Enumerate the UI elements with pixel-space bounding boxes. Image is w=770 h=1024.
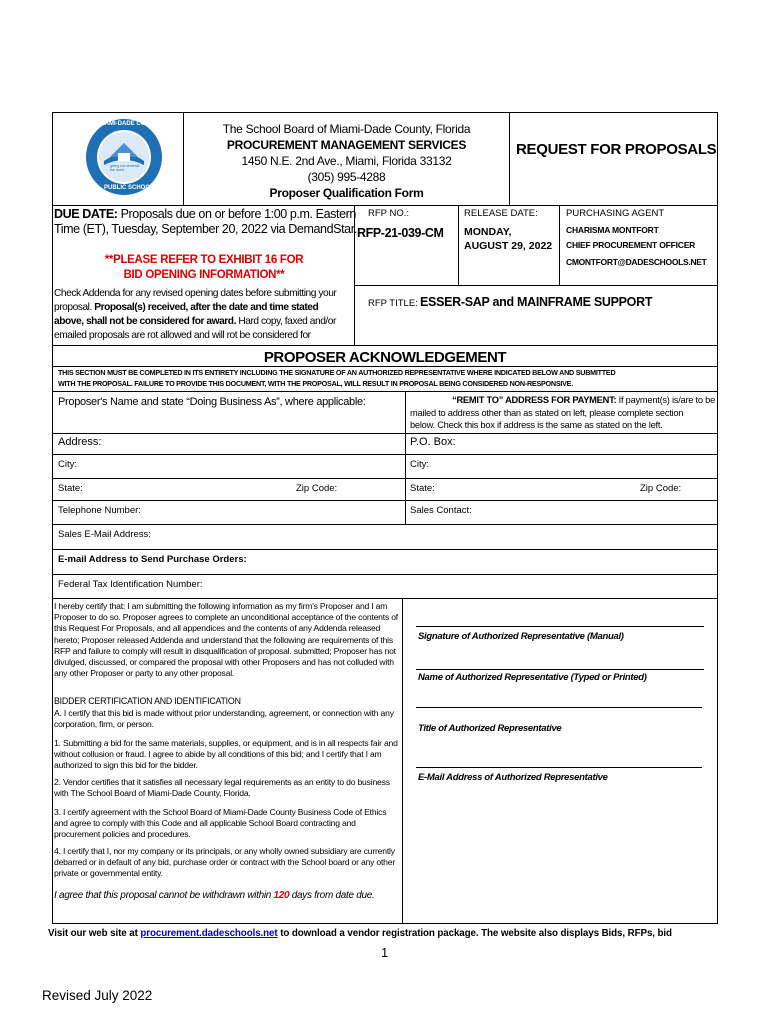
agent-name: CHARISMA MONTFORT <box>566 225 659 235</box>
addenda-line2a: proposal. <box>54 302 95 313</box>
revised-date: Revised July 2022 <box>42 988 153 1003</box>
address-input[interactable] <box>53 434 404 454</box>
agree-days: 120 <box>273 890 290 901</box>
rfp-no-label: RFP NO.: <box>368 208 409 219</box>
exhibit-notice <box>54 253 354 283</box>
release-date-value2: AUGUST 29, 2022 <box>464 240 553 252</box>
addenda-line3b: Hard copy, faxed and/or <box>235 316 336 327</box>
org-department: PROCUREMENT MANAGEMENT SERVICES <box>226 138 467 152</box>
signature-line-manual[interactable] <box>416 626 704 627</box>
divider <box>52 366 718 367</box>
addenda-line1: Check Addenda for any revised opening dates before submitting your <box>54 288 337 299</box>
visit-text-a: Visit our web site at <box>48 928 141 939</box>
divider <box>405 391 406 524</box>
due-date-line1 <box>54 208 356 221</box>
logo-text-top: MIAMI-DADE COUNTY <box>98 121 162 127</box>
signature-name-label: Name of Authorized Representative (Typed or Printed) <box>418 672 647 683</box>
zip-right-label: Zip Code: <box>640 483 682 494</box>
signature-line-name[interactable] <box>416 669 704 670</box>
rfp-title-value: ESSER-SAP and MAINFRAME SUPPORT <box>420 295 653 309</box>
agent-title: CHIEF PROCUREMENT OFFICER <box>566 240 696 250</box>
divider <box>52 478 718 479</box>
rfp-no-value: RFP-21-039-CM <box>357 226 444 240</box>
sales-email-label: Sales E-Mail Address: <box>58 529 151 540</box>
page-number: 1 <box>381 945 389 960</box>
org-address: 1450 N.E. 2nd Ave., Miami, Florida 33132 <box>241 154 452 168</box>
state-right-label: State: <box>410 483 435 494</box>
ack-notice-line1: THIS SECTION MUST BE COMPLETED IN ITS ENTIRETY INCLUDING THE SIGNATURE OF AN AUTHORIZED REPRESENTATIVE WHERE INDICATED BELOW AND SUBMITTED <box>58 368 616 377</box>
signature-title-label: Title of Authorized Representative <box>418 723 562 734</box>
cert-item-2: 2. Vendor certifies that it satisfies all necessary legal requirements as an entity to do business with The School Board of Miami-Dade County, Florida. <box>54 777 390 799</box>
divider <box>559 205 560 285</box>
divider <box>354 285 718 286</box>
cert-item-4: 4. I certify that I, nor my company or its principals, or any wholly owned subsidiary are currently debarred or in default of any bid, purchase order or contract with the School board or any other private or governmental entity. <box>54 846 395 879</box>
city-left-label: City: <box>58 459 77 470</box>
divider <box>402 598 403 924</box>
addenda-line3 <box>54 315 352 329</box>
divider <box>52 500 718 501</box>
divider <box>52 524 718 525</box>
header-block <box>184 121 509 201</box>
remit-line3: below. Check this box if address is the same as stated on the left. <box>410 420 663 430</box>
visit-text-b: to download a vendor registration package. The website also displays Bids, RFPs, bid <box>277 928 672 939</box>
due-date-label: DUE DATE: <box>54 207 118 221</box>
zip-left-label: Zip Code: <box>296 483 338 494</box>
cert-item-3: 3. I certify agreement with the School Board of Miami-Dade County Business Code of Ethics and agree to comply with this Code and all applicable School Board contracting and procurement policies and procedures. <box>54 807 387 840</box>
agree-text-a: I agree that this proposal cannot be withdrawn within <box>54 890 274 901</box>
divider <box>52 574 718 575</box>
org-name: The School Board of Miami-Dade County, Florida <box>222 122 471 136</box>
school-logo <box>84 117 164 197</box>
logo-tagline: giving our students the world <box>110 164 140 172</box>
signature-line-title[interactable] <box>416 707 702 708</box>
agent-email: CMONTFORT@DADESCHOOLS.NET <box>566 257 707 267</box>
ack-heading: PROPOSER ACKNOWLEDGEMENT <box>263 349 507 366</box>
divider <box>52 598 718 599</box>
agree-text-b: days from date due. <box>289 890 375 901</box>
addenda-line2 <box>54 301 352 315</box>
signature-line-email[interactable] <box>416 767 702 768</box>
addenda-line3a: above, shall not be considered for award. <box>54 316 236 327</box>
ack-notice-line2: WITH THE PROPOSAL. FAILURE TO PROVIDE THIS DOCUMENT, WITH THE PROPOSAL, WILL RESULT IN PROPOSAL BEING CONSIDERED NON-RESPONSIVE. <box>58 379 573 388</box>
proposer-name-label: Proposer's Name and state “Doing Business As”, where applicable: <box>58 396 366 408</box>
due-date-text1: Proposals due on or before 1:00 p.m. Eastern <box>117 207 356 221</box>
city-right-label: City: <box>410 459 429 470</box>
form-name: Proposer Qualification Form <box>269 186 424 200</box>
cert-item-a: A. I certify that this bid is made without prior understanding, agreement, or connection with any corporation, firm, or person. <box>54 708 394 730</box>
signature-manual-label: Signature of Authorized Representative (Manual) <box>418 631 624 642</box>
divider <box>52 345 718 346</box>
signature-email-label: E-Mail Address of Authorized Representative <box>418 772 608 783</box>
exhibit-notice-line1: **PLEASE REFER TO EXHIBIT 16 FOR <box>104 254 304 266</box>
divider <box>52 454 718 455</box>
release-date-label: RELEASE DATE: <box>464 208 538 219</box>
doc-type-title: REQUEST FOR PROPOSALS <box>516 141 717 158</box>
procurement-link[interactable]: procurement.dadeschools.net <box>140 928 278 939</box>
addenda-line2b: Proposal(s) received, after the date and time stated <box>94 302 319 313</box>
addenda-note <box>54 287 352 343</box>
visit-website <box>48 929 672 939</box>
tax-id-label: Federal Tax Identification Number: <box>58 579 203 590</box>
po-box-input[interactable] <box>406 434 717 454</box>
divider <box>458 205 459 285</box>
remit-to-block <box>410 394 715 432</box>
agent-label: PURCHASING AGENT <box>566 208 665 219</box>
rfp-title-label: RFP TITLE: <box>368 298 418 309</box>
telephone-label: Telephone Number: <box>58 505 141 516</box>
org-phone: (305) 995-4288 <box>307 170 386 184</box>
due-date-line2: Time (ET), Tuesday, September 20, 2022 via DemandStar. <box>54 222 357 236</box>
remit-text1: If payment(s) is/are to be <box>616 395 715 405</box>
divider <box>52 549 718 550</box>
divider <box>52 205 718 206</box>
certify-paragraph: I hereby certify that: I am submitting the following information as my firm's Proposer and I am Proposer to do so. Proposer agrees to complete an unconditional acceptance of the contents of this Request For Proposals, and all appendices and the contents of any Addenda released hereto; Proposer released Addenda and understand that the following are requirements of this RFP and failure to comply will result in disqualification of proposal. submitted; Proposer has not divulged, discussed, or compared the proposal with other Proposers and has not colluded with any other Proposer or party to any other proposal. <box>54 601 398 679</box>
state-left-label: State: <box>58 483 83 494</box>
po-email-label: E-mail Address to Send Purchase Orders: <box>58 554 247 565</box>
po-box-label: P.O. Box: <box>410 436 456 448</box>
remit-line2: mailed to address other than as stated on left, please complete section <box>410 407 684 418</box>
release-date-value1: MONDAY, <box>464 226 512 238</box>
divider <box>52 391 718 392</box>
logo-text-bottom: PUBLIC SCHOOLS <box>104 185 158 191</box>
remit-line1 <box>410 394 715 407</box>
address-label: Address: <box>58 436 102 448</box>
remit-label: “REMIT TO” ADDRESS FOR PAYMENT: <box>452 395 617 405</box>
addenda-line4: emailed proposals are rot allowed and will rot be considered for <box>54 330 311 341</box>
same-address-checkbox[interactable] <box>688 423 697 432</box>
sales-contact-label: Sales Contact: <box>410 505 472 516</box>
divider <box>509 112 510 205</box>
exhibit-notice-line2: BID OPENING INFORMATION** <box>123 269 285 281</box>
cert-item-1: 1. Submitting a bid for the same materials, supplies, or equipment, and is in all respects fair and without collusion or fraud. I agree to abide by all conditions of this bid; and I certify that I am authorized to sign this bid for the bidder. <box>54 738 398 771</box>
bidder-heading: BIDDER CERTIFICATION AND IDENTIFICATION <box>54 696 241 706</box>
agree-statement <box>54 891 374 901</box>
